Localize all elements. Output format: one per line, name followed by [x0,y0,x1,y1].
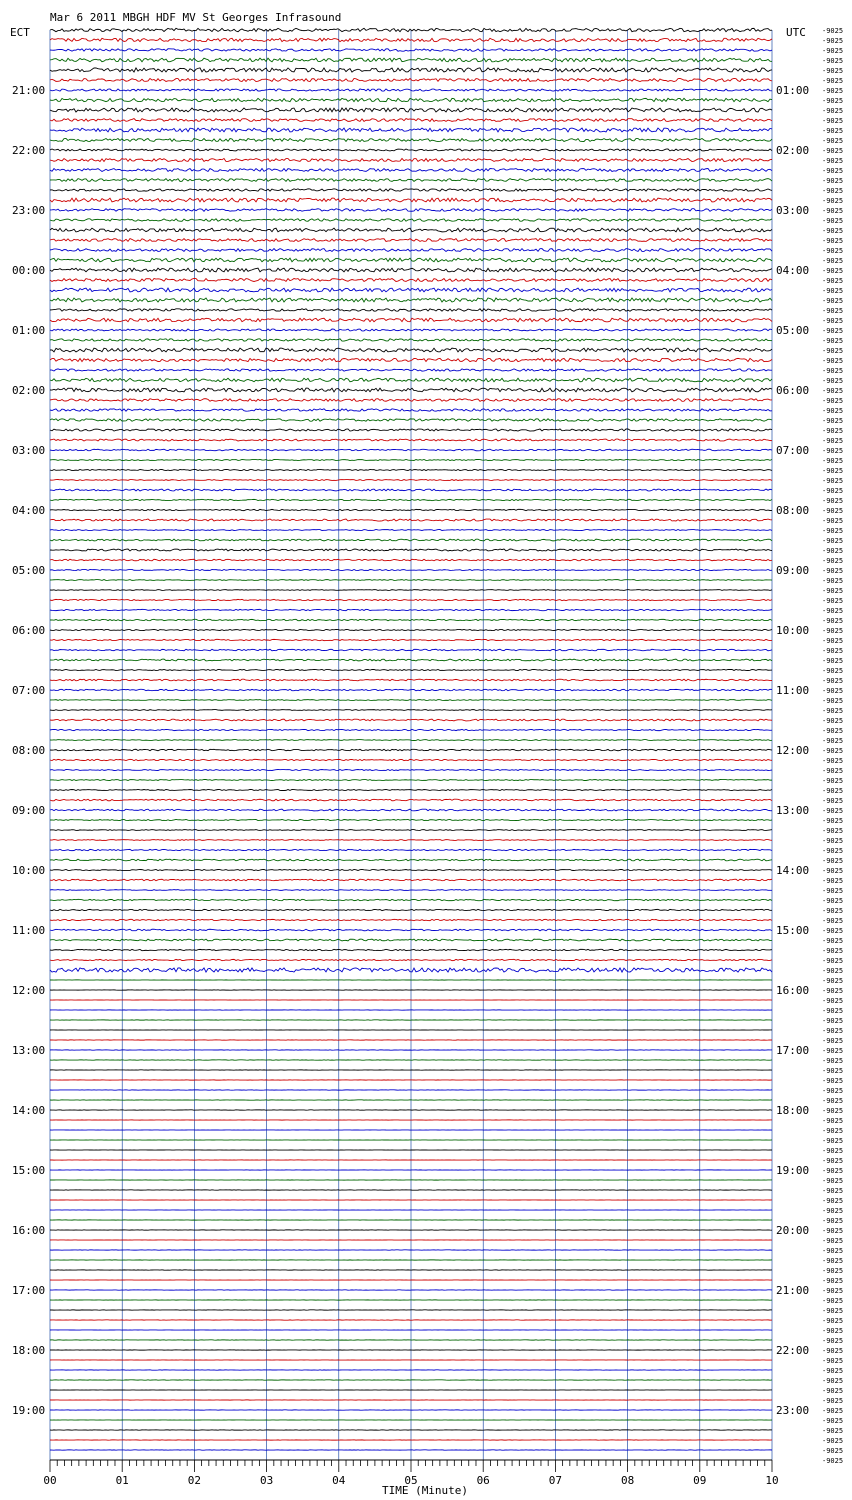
row-value-label: -9025 [822,797,844,805]
row-value-label: -9025 [822,1147,844,1155]
right-hour-label: 16:00 [776,984,810,997]
row-value-label: -9025 [822,707,844,715]
row-value-label: -9025 [822,1367,844,1375]
left-hour-label: 03:00 [12,444,46,457]
left-hour-label: 14:00 [12,1104,46,1117]
row-value-label: -9025 [822,277,844,285]
x-tick-label: 03 [259,1474,274,1487]
row-value-label: -9025 [822,87,844,95]
x-tick-label: 07 [548,1474,563,1487]
x-tick-label: 08 [620,1474,635,1487]
left-hour-label: 05:00 [12,564,46,577]
row-value-label: -9025 [822,107,844,115]
row-value-label: -9025 [822,917,844,925]
row-value-label: -9025 [822,1317,844,1325]
row-value-label: -9025 [822,557,844,565]
row-value-label: -9025 [822,57,844,65]
row-value-label: -9025 [822,607,844,615]
row-value-label: -9025 [822,767,844,775]
row-value-label: -9025 [822,417,844,425]
left-hour-label: 19:00 [12,1404,46,1417]
row-value-label: -9025 [822,637,844,645]
row-value-label: -9025 [822,1047,844,1055]
row-value-label: -9025 [822,287,844,295]
row-value-label: -9025 [822,377,844,385]
right-timezone-label: UTC [786,26,806,39]
row-value-label: -9025 [822,177,844,185]
row-value-label: -9025 [822,1027,844,1035]
trace-row-68 [50,700,772,701]
row-value-label: -9025 [822,577,844,585]
row-value-label: -9025 [822,757,844,765]
row-value-label: -9025 [822,1007,844,1015]
row-value-label: -9025 [822,1327,844,1335]
right-hour-label: 14:00 [776,864,810,877]
row-value-label: -9025 [822,297,844,305]
x-tick-label: 04 [332,1474,346,1487]
row-value-label: -9025 [822,1087,844,1095]
row-value-label: -9025 [822,1097,844,1105]
row-value-label: -9025 [822,787,844,795]
right-hour-label: 04:00 [776,264,810,277]
row-value-label: -9025 [822,1287,844,1295]
left-hour-label: 10:00 [12,864,46,877]
trace-row-81 [50,830,772,831]
row-value-label: -9025 [822,77,844,85]
row-value-label: -9025 [822,647,844,655]
trace-row-94 [50,959,772,960]
row-value-label: -9025 [822,1177,844,1185]
row-value-label: -9025 [822,1197,844,1205]
trace-row-51 [50,529,772,530]
x-tick-label: 00 [43,1474,57,1487]
row-value-label: -9025 [822,527,844,535]
row-value-label: -9025 [822,187,844,195]
minute-grid [50,30,772,1460]
row-value-label: -9025 [822,717,844,725]
left-hour-label: 22:00 [12,144,46,157]
row-value-label: -9025 [822,1157,844,1165]
row-value-label: -9025 [822,1117,844,1125]
row-value-label: -9025 [822,147,844,155]
right-hour-label: 18:00 [776,1104,810,1117]
x-tick-label: 06 [476,1474,490,1487]
row-value-label: -9025 [822,517,844,525]
row-value-label: -9025 [822,547,844,555]
right-hour-label: 06:00 [776,384,810,397]
left-hour-label: 18:00 [12,1344,46,1357]
row-value-label: -9025 [822,1427,844,1435]
left-hour-label: 11:00 [12,924,46,937]
row-value-label: -9025 [822,947,844,955]
row-value-label: -9025 [822,1277,844,1285]
right-hour-label: 07:00 [776,444,810,457]
right-hour-label: 09:00 [776,564,810,577]
row-value-label: -9025 [822,137,844,145]
row-value-label: -9025 [822,627,844,635]
trace-row-57 [50,590,772,591]
row-value-label: -9025 [822,897,844,905]
row-value-label: -9025 [822,1037,844,1045]
row-value-label: -9025 [822,697,844,705]
row-value-label: -9025 [822,537,844,545]
row-value-label: -9025 [822,887,844,895]
row-value-label: -9025 [822,1347,844,1355]
row-value-label: -9025 [822,1137,844,1145]
row-value-label: -9025 [822,927,844,935]
right-hour-label: 23:00 [776,1404,810,1417]
left-hour-label: 21:00 [12,84,46,97]
row-value-label: -9025 [822,167,844,175]
row-value-label: -9025 [822,737,844,745]
left-hour-label: 08:00 [12,744,46,757]
x-axis [43,1460,778,1487]
right-hour-labels [776,84,809,1417]
trace-row-76 [50,779,772,780]
row-value-label: -9025 [822,207,844,215]
row-value-labels [822,27,843,1465]
row-value-label: -9025 [822,1377,844,1385]
trace-row-54 [50,559,772,560]
left-hour-label: 13:00 [12,1044,46,1057]
row-value-label: -9025 [822,667,844,675]
trace-row-45 [50,469,772,470]
row-value-label: -9025 [822,467,844,475]
row-value-label: -9025 [822,747,844,755]
trace-row-75 [50,769,772,770]
right-hour-label: 10:00 [776,624,810,637]
row-value-label: -9025 [822,817,844,825]
left-hour-label: 23:00 [12,204,46,217]
right-hour-label: 17:00 [776,1044,810,1057]
row-value-label: -9025 [822,157,844,165]
row-value-label: -9025 [822,1387,844,1395]
left-hour-label: 04:00 [12,504,46,517]
row-value-label: -9025 [822,1057,844,1065]
row-value-label: -9025 [822,837,844,845]
left-hour-label: 00:00 [12,264,46,277]
row-value-label: -9025 [822,267,844,275]
row-value-label: -9025 [822,217,844,225]
left-hour-label: 02:00 [12,384,46,397]
row-value-label: -9025 [822,477,844,485]
row-value-label: -9025 [822,677,844,685]
row-value-label: -9025 [822,587,844,595]
row-value-label: -9025 [822,27,844,35]
right-hour-label: 02:00 [776,144,810,157]
x-axis-label: TIME (Minute) [381,1484,469,1497]
row-value-label: -9025 [822,957,844,965]
row-value-label: -9025 [822,937,844,945]
row-value-label: -9025 [822,907,844,915]
row-value-label: -9025 [822,807,844,815]
row-value-label: -9025 [822,387,844,395]
left-timezone-label: ECT [10,26,30,39]
right-hour-label: 01:00 [776,84,810,97]
row-value-label: -9025 [822,507,844,515]
left-hour-label: 07:00 [12,684,46,697]
row-value-label: -9025 [822,877,844,885]
row-value-label: -9025 [822,1267,844,1275]
right-hour-label: 19:00 [776,1164,810,1177]
trace-row-85 [50,869,772,870]
row-value-label: -9025 [822,967,844,975]
right-hour-label: 13:00 [776,804,810,817]
row-value-label: -9025 [822,437,844,445]
row-value-label: -9025 [822,617,844,625]
row-value-label: -9025 [822,1067,844,1075]
row-value-label: -9025 [822,197,844,205]
row-value-label: -9025 [822,567,844,575]
row-value-label: -9025 [822,237,844,245]
trace-row-87 [50,890,772,891]
row-value-label: -9025 [822,1397,844,1405]
x-tick-label: 02 [187,1474,202,1487]
row-value-label: -9025 [822,1207,844,1215]
row-value-label: -9025 [822,687,844,695]
row-value-label: -9025 [822,1077,844,1085]
right-hour-label: 08:00 [776,504,810,517]
row-value-label: -9025 [822,1247,844,1255]
right-hour-label: 11:00 [776,684,810,697]
row-value-label: -9025 [822,827,844,835]
x-tick-label: 01 [115,1474,129,1487]
row-value-label: -9025 [822,457,844,465]
x-tick-label: 10 [765,1474,779,1487]
row-value-label: -9025 [822,427,844,435]
row-value-label: -9025 [822,1407,844,1415]
right-hour-label: 21:00 [776,1284,810,1297]
row-value-label: -9025 [822,857,844,865]
row-value-label: -9025 [822,397,844,405]
row-value-label: -9025 [822,1337,844,1345]
row-value-label: -9025 [822,657,844,665]
right-hour-label: 03:00 [776,204,810,217]
row-value-label: -9025 [822,847,844,855]
left-hour-label: 16:00 [12,1224,46,1237]
right-hour-label: 15:00 [776,924,810,937]
left-hour-labels [12,84,45,1417]
right-hour-label: 20:00 [776,1224,810,1237]
row-value-label: -9025 [822,867,844,875]
row-value-label: -9025 [822,1457,844,1465]
row-value-label: -9025 [822,117,844,125]
row-value-label: -9025 [822,307,844,315]
row-value-label: -9025 [822,1227,844,1235]
row-value-label: -9025 [822,127,844,135]
row-value-label: -9025 [822,1017,844,1025]
row-value-label: -9025 [822,1127,844,1135]
right-hour-label: 22:00 [776,1344,810,1357]
row-value-label: -9025 [822,1107,844,1115]
row-value-label: -9025 [822,67,844,75]
row-value-label: -9025 [822,1257,844,1265]
row-value-label: -9025 [822,317,844,325]
row-value-label: -9025 [822,997,844,1005]
row-value-label: -9025 [822,597,844,605]
row-value-label: -9025 [822,357,844,365]
row-value-label: -9025 [822,1417,844,1425]
row-value-label: -9025 [822,97,844,105]
row-value-label: -9025 [822,1187,844,1195]
row-value-label: -9025 [822,1167,844,1175]
row-value-label: -9025 [822,227,844,235]
right-hour-label: 05:00 [776,324,810,337]
row-value-label: -9025 [822,1357,844,1365]
row-value-label: -9025 [822,47,844,55]
row-value-label: -9025 [822,777,844,785]
row-value-label: -9025 [822,257,844,265]
row-value-label: -9025 [822,367,844,375]
row-value-label: -9025 [822,247,844,255]
x-tick-label: 09 [693,1474,707,1487]
row-value-label: -9025 [822,487,844,495]
row-value-label: -9025 [822,727,844,735]
left-hour-label: 17:00 [12,1284,46,1297]
row-value-label: -9025 [822,497,844,505]
left-hour-label: 15:00 [12,1164,46,1177]
left-hour-label: 09:00 [12,804,46,817]
row-value-label: -9025 [822,337,844,345]
right-hour-label: 12:00 [776,744,810,757]
row-value-label: -9025 [822,1437,844,1445]
row-value-label: -9025 [822,327,844,335]
left-hour-label: 01:00 [12,324,46,337]
row-value-label: -9025 [822,1447,844,1455]
row-value-label: -9025 [822,347,844,355]
left-hour-label: 12:00 [12,984,46,997]
row-value-label: -9025 [822,1297,844,1305]
chart-title: Mar 6 2011 MBGH HDF MV St Georges Infrasound [50,11,342,24]
row-value-label: -9025 [822,447,844,455]
row-value-label: -9025 [822,977,844,985]
left-hour-label: 06:00 [12,624,46,637]
row-value-label: -9025 [822,987,844,995]
row-value-label: -9025 [822,1217,844,1225]
row-value-label: -9025 [822,1237,844,1245]
trace-row-48 [50,499,772,500]
row-value-label: -9025 [822,37,844,45]
row-value-label: -9025 [822,1307,844,1315]
x-tick-label: 05 [404,1474,418,1487]
row-value-label: -9025 [822,407,844,415]
